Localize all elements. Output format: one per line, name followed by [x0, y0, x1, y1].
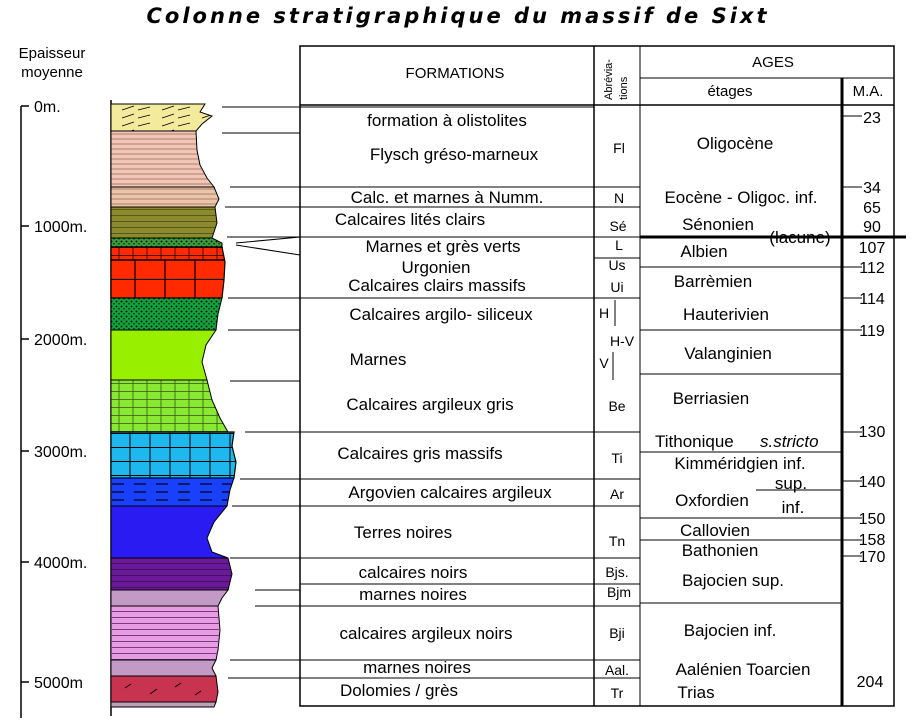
formation-name: Calcaires lités clairs: [334, 210, 486, 229]
ma-value: 150: [858, 511, 886, 528]
stage-oligocene: Oligocène: [696, 134, 774, 153]
stages-header: étages: [707, 83, 753, 100]
ma-header: M.A.: [852, 83, 884, 100]
stage-lacune: (lacune): [769, 228, 831, 247]
ma-value: 34: [863, 180, 881, 197]
layer-marnes-noires-upper: [111, 590, 228, 606]
ma-value: 65: [863, 200, 881, 217]
ma-value: 90: [863, 219, 881, 236]
layer-terres-noires: [111, 506, 228, 558]
stage-bathonien: Bathonien: [681, 541, 759, 560]
depth-ticks: [21, 106, 29, 682]
abbreviation: Bjs.: [605, 564, 629, 580]
stage-oxfordien-inf: inf.: [781, 498, 805, 517]
formation-name: Dolomies / grès: [339, 681, 459, 700]
thickness-header-line1: Epaisseur: [18, 45, 86, 62]
stage-hauterivien: Hauterivien: [683, 305, 769, 324]
ma-value: 130: [858, 424, 886, 441]
layer-marnes-noires-lower: [111, 660, 216, 676]
stage-names: [655, 134, 831, 702]
ma-value: 204: [856, 674, 884, 691]
stage-tithonique: Tithonique: [655, 432, 734, 451]
abbreviation: Bji: [609, 625, 625, 641]
stage-trias: Trias: [677, 683, 715, 702]
abbreviation: Us: [608, 257, 626, 273]
abbreviation: Be: [608, 398, 626, 414]
abbreviation: Sé: [609, 218, 627, 234]
abbreviation: H: [598, 305, 610, 321]
depth-label-0: 0m.: [34, 99, 61, 116]
formation-names: [335, 111, 552, 700]
formation-name: formation à olistolites: [367, 111, 527, 130]
stage-eocene: Eocène - Oligoc. inf.: [664, 188, 818, 207]
formation-name: Argovien calcaires argileux: [348, 483, 552, 502]
thickness-header-line2: moyenne: [21, 64, 83, 81]
formation-name: Calcaires argilo- siliceux: [349, 305, 533, 324]
formation-name: Urgonien: [401, 258, 471, 277]
lithology-column: [111, 100, 236, 716]
abbreviation: N: [613, 190, 625, 206]
stage-oxfordien: Oxfordien: [675, 491, 749, 510]
ma-value: 23: [863, 110, 881, 127]
stage-albien: Albien: [680, 242, 728, 261]
ma-value: 114: [859, 291, 885, 308]
abbreviation: Ar: [610, 486, 624, 502]
layer-dolomies: [111, 676, 218, 702]
abbreviation: Aal.: [604, 662, 630, 678]
stage-senonien: Sénonien: [682, 215, 754, 234]
stage-bajocien-inf: Bajocien inf.: [683, 621, 777, 640]
ma-value: 119: [859, 323, 885, 340]
formation-name: Flysch gréso-marneux: [369, 145, 539, 164]
ma-values: [857, 110, 886, 691]
abbreviation: Tn: [608, 533, 626, 549]
abbreviation: Tr: [610, 685, 624, 701]
formation-name: Terres noires: [353, 523, 453, 542]
depth-label-1000: 1000m.: [34, 219, 88, 236]
depth-scale: [19, 45, 88, 718]
stage-aalenien: Aalénien Toarcien: [675, 660, 811, 679]
formation-name: Marnes: [349, 350, 407, 369]
formation-name: calcaires argileux noirs: [339, 624, 513, 643]
layer-marnes: [111, 330, 216, 380]
stage-oxfordien-sup: sup.: [774, 474, 808, 493]
abbreviation-list: [599, 140, 635, 701]
depth-label-4000: 4000m.: [34, 555, 88, 572]
ma-value: 170: [858, 549, 886, 566]
depth-label-3000: 3000m.: [34, 444, 88, 461]
formation-name: Calc. et marnes à Numm.: [350, 188, 544, 207]
depth-label-5000: 5000m: [34, 675, 83, 692]
abbreviation: H-V: [609, 333, 635, 349]
stage-berriasien: Berriasien: [672, 389, 750, 408]
formations-header: FORMATIONS: [405, 65, 505, 82]
abbreviation-header-line2: tions: [618, 76, 630, 100]
formation-name: Marnes et grès verts: [365, 237, 521, 256]
page-title: Colonne stratigraphique du massif de Sixt: [146, 4, 770, 28]
ma-value: 140: [858, 474, 886, 491]
abbreviation: Ui: [610, 279, 624, 295]
formation-name: calcaires noirs: [358, 563, 468, 582]
formation-name: Calcaires clairs massifs: [348, 276, 526, 295]
abbreviation: Ti: [611, 450, 623, 466]
formation-name: Calcaires gris massifs: [337, 444, 503, 463]
formation-name: marnes noires: [359, 585, 467, 604]
abbreviation: Fl: [613, 140, 625, 156]
depth-label-2000: 2000m.: [34, 332, 88, 349]
ages-header: AGES: [752, 54, 794, 71]
abbreviation: L: [615, 237, 623, 253]
formation-name: marnes noires: [363, 658, 471, 677]
abbreviation: Bjm: [606, 584, 632, 600]
stage-callovien: Callovien: [680, 521, 750, 540]
formation-name: Calcaires argileux gris: [346, 395, 514, 414]
ma-value: 112: [859, 260, 885, 277]
stage-tithonique-note: s.stricto: [760, 432, 819, 451]
ma-value: 107: [858, 240, 886, 257]
stage-barremien: Barrèmien: [673, 272, 753, 291]
stage-valanginien: Valanginien: [684, 344, 772, 363]
ma-value: 158: [858, 532, 886, 549]
abbreviation-header-line1: Abrévia-: [603, 59, 615, 100]
abbreviation: V: [599, 355, 609, 371]
stage-bajocien-sup: Bajocien sup.: [681, 571, 785, 590]
stage-kimmeridgien: Kimméridgien inf.: [674, 454, 806, 473]
